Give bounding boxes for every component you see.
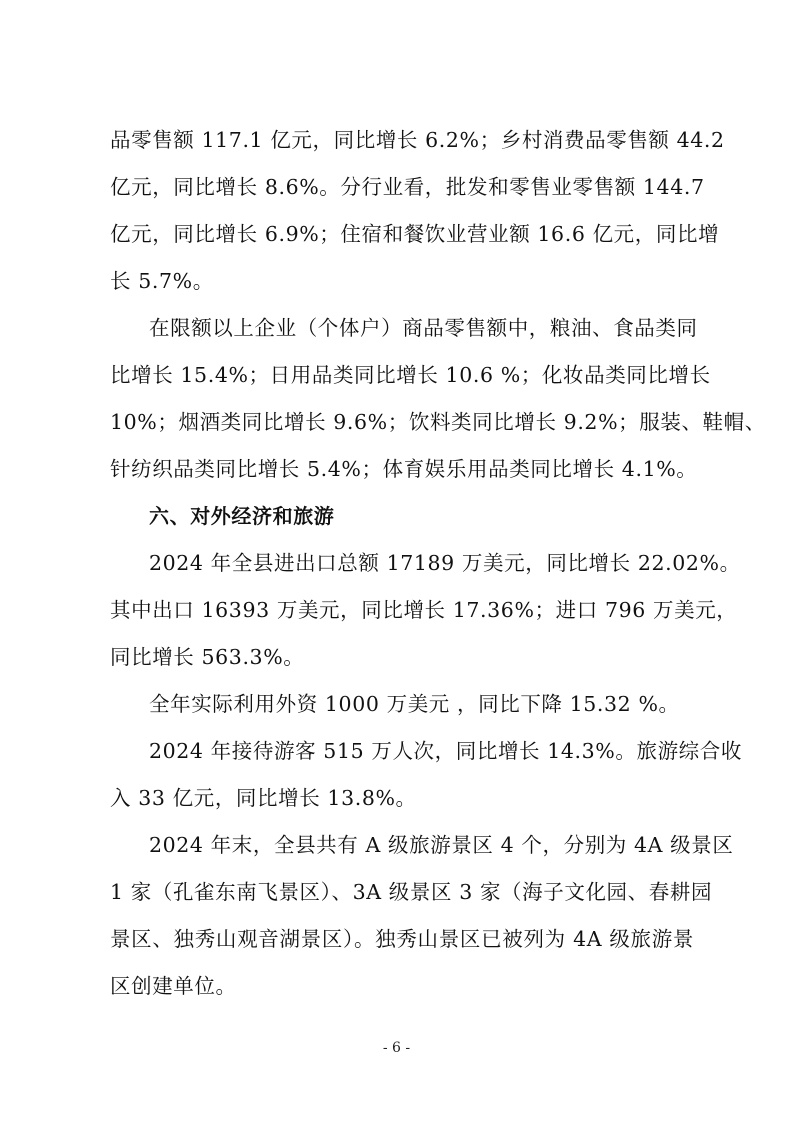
text-line: 2024 年全县进出口总额 17189 万美元，同比增长 22.02%。 xyxy=(149,551,741,575)
text-line: 其中出口 16393 万美元，同比增长 17.36%；进口 796 万美元， xyxy=(110,598,738,622)
page-number: - 6 - xyxy=(382,1040,411,1056)
text-line: 在限额以上企业（个体户）商品零售额中，粮油、食品类同 xyxy=(149,316,698,340)
text-line: 亿元，同比增长 6.9%；住宿和餐饮业营业额 16.6 亿元，同比增 xyxy=(110,222,720,246)
text-line: 2024 年末，全县共有 A 级旅游景区 4 个，分别为 4A 级景区 xyxy=(149,833,734,857)
text-line: 10%；烟酒类同比增长 9.6%；饮料类同比增长 9.2%；服装、鞋帽、 xyxy=(110,410,766,434)
text-line: 景区、独秀山观音湖景区）。独秀山景区已被列为 4A 级旅游景 xyxy=(110,927,694,951)
text-line: 同比增长 563.3%。 xyxy=(110,645,305,669)
text-line: 2024 年接待游客 515 万人次，同比增长 14.3%。旅游综合收 xyxy=(149,739,742,763)
text-line: 长 5.7%。 xyxy=(110,269,214,293)
section-heading: 六、对外经济和旅游 xyxy=(149,504,335,528)
text-line: 品零售额 117.1 亿元，同比增长 6.2%；乡村消费品零售额 44.2 xyxy=(110,128,725,152)
text-line: 区创建单位。 xyxy=(110,974,237,998)
text-line: 入 33 亿元，同比增长 13.8%。 xyxy=(110,786,417,810)
text-line: 全年实际利用外资 1000 万美元 ，同比下降 15.32 %。 xyxy=(149,692,680,716)
text-line: 比增长 15.4%；日用品类同比增长 10.6 %；化妆品类同比增长 xyxy=(110,363,711,387)
text-line: 亿元，同比增长 8.6%。分行业看，批发和零售业零售额 144.7 xyxy=(110,175,705,199)
text-line: 1 家（孔雀东南飞景区）、3A 级景区 3 家（海子文化园、春耕园 xyxy=(110,880,713,904)
text-line: 针纺织品类同比增长 5.4%；体育娱乐用品类同比增长 4.1%。 xyxy=(110,457,698,481)
